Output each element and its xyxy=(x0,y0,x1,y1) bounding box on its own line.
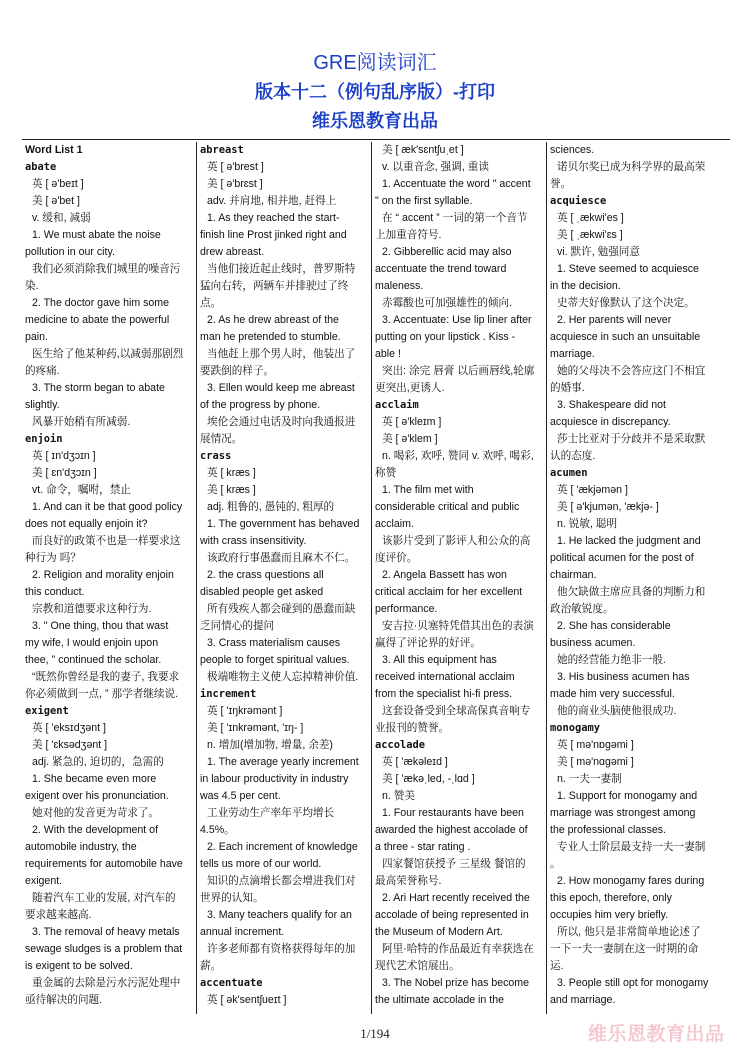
text-line: 薪。 xyxy=(200,960,222,972)
text-line: 3. Shakespeare did not xyxy=(557,399,666,411)
text-line: 2. Each increment of knowledge xyxy=(207,841,358,853)
text-line: adj. 粗鲁的, 愚钝的, 粗厚的 xyxy=(207,501,335,513)
text-line: accentuate the trend toward xyxy=(375,263,507,275)
text-line: 1. We must abate the noise xyxy=(32,229,161,241)
entry-headword: crass xyxy=(200,450,232,462)
text-line: 随着汽车工业的发展, 对汽车的 xyxy=(32,892,176,904)
text-line: 3. The removal of heavy metals xyxy=(32,926,180,938)
text-line: the Museum of Modern Art. xyxy=(375,926,503,938)
text-line: 要求越来越高. xyxy=(25,909,92,921)
text-line: acquiesce in discrepancy. xyxy=(550,416,671,428)
entry-headword: abreast xyxy=(200,144,244,156)
text-line: 美 [ ə'bet ] xyxy=(32,195,80,207)
text-line: 美 [ ˌækwi'ɛs ] xyxy=(557,229,623,241)
text-line: able ! xyxy=(375,348,401,360)
text-line: 美 [ 'ækəˌled, -ˌlɑd ] xyxy=(382,773,475,785)
text-line: 3. His business acumen has xyxy=(557,671,690,683)
text-line: 3. The storm began to abate xyxy=(32,382,165,394)
column-4 xyxy=(550,142,720,1014)
text-line: medicine to abate the powerful xyxy=(25,314,170,326)
text-line: 英 [ kræs ] xyxy=(207,467,256,479)
text-line: 认的态度. xyxy=(550,450,596,462)
text-line: vt. 命令，嘱咐，禁止 xyxy=(32,484,131,496)
text-line: 4.5%。 xyxy=(200,824,235,836)
text-line: sewage sludges is a problem that xyxy=(25,943,183,955)
text-line: 美 [ kræs ] xyxy=(207,484,256,496)
text-line: 2. Gibberellic acid may also xyxy=(382,246,512,258)
entry-headword: accentuate xyxy=(200,977,263,989)
text-line: 工业劳动生产率年平均增长 xyxy=(207,807,335,819)
text-line: v. 缓和, 减弱 xyxy=(32,212,91,224)
text-line: 3. Crass materialism causes xyxy=(207,637,341,649)
text-line: 莎士比亚对于分歧并不是采取默 xyxy=(557,433,706,445)
text-line: 最高荣誉称号. xyxy=(375,875,442,887)
text-line: 美 [ ə'brɛst ] xyxy=(207,178,263,190)
text-line: 所有残疾人都会碰到的愚蠢而缺 xyxy=(207,603,356,615)
text-line: tells us more of our world. xyxy=(200,858,322,870)
column-3 xyxy=(375,142,545,1014)
text-line: thee, " continued the scholar. xyxy=(25,654,162,666)
text-line: “既然你曾经是我的妻子, 我要求 xyxy=(32,671,180,683)
text-line: chairman. xyxy=(550,569,597,581)
text-line: 亟待解决的问题. xyxy=(25,994,103,1006)
text-line: 诺贝尔奖已成为科学界的最高荣 xyxy=(557,161,706,173)
text-line: annual increment. xyxy=(200,926,285,938)
text-line: v. 以重音念, 强调, 重读 xyxy=(382,161,489,173)
text-line: 2. Religion and morality enjoin xyxy=(32,569,174,581)
text-line: 安吉拉·贝塞特凭借其出色的表演 xyxy=(382,620,534,632)
text-line: received international acclaim xyxy=(375,671,515,683)
text-line: exigent. xyxy=(25,875,63,887)
text-line: 英 [ ˌækwi'es ] xyxy=(557,212,624,224)
text-line: was 4.5 per cent. xyxy=(200,790,281,802)
text-line: a three - star rating . xyxy=(375,841,471,853)
text-line: 运. xyxy=(550,960,564,972)
text-line: " on the first syllable. xyxy=(375,195,473,207)
text-line: 3. Many teachers qualify for an xyxy=(207,909,352,921)
text-line: acclaim. xyxy=(375,518,414,530)
text-line: 猛向右转，两辆车并排驶过了终 xyxy=(200,280,349,292)
text-line: occupies him very briefly. xyxy=(550,909,669,921)
text-line: 她的父母决不会答应这门不相宜 xyxy=(557,365,706,377)
text-line: marriage. xyxy=(550,348,595,360)
text-line: 英 [ 'ækjəmən ] xyxy=(557,484,628,496)
text-line: is exigent to be solved. xyxy=(25,960,133,972)
column-divider xyxy=(196,142,197,1014)
text-line: 3. The Nobel prize has become xyxy=(382,977,530,989)
column-1 xyxy=(25,142,195,1014)
text-line: 2. Angela Bassett has won xyxy=(382,569,507,581)
text-line: 重金属的去除是污水污泥处理中 xyxy=(32,977,181,989)
text-line: 。 xyxy=(550,858,561,870)
text-line: 展情况。 xyxy=(200,433,243,445)
text-line: finish line Prost jinked right and xyxy=(200,229,347,241)
text-line: 他的商业头脑使他很成功. xyxy=(557,705,677,717)
text-line: 埃伦会通过电话及时向我通报进 xyxy=(207,416,356,428)
text-line: 英 [ mə'nɒgəmi ] xyxy=(557,739,634,751)
text-line: 四家餐馆获授予 三星级 餐馆的 xyxy=(382,858,526,870)
text-line: 2. Her parents will never xyxy=(557,314,672,326)
text-line: 在 “ accent ” 一词的第一个音节 xyxy=(382,212,528,224)
text-line: pollution in our city. xyxy=(25,246,115,258)
text-line: 染. xyxy=(25,280,39,292)
text-line: 2. How monogamy fares during xyxy=(557,875,705,887)
text-line: 1. As they reached the start- xyxy=(207,212,340,224)
text-line: automobile industry, the xyxy=(25,841,137,853)
text-line: 赤霉酸也可加强雄性的倾向. xyxy=(382,297,513,309)
text-line: 她对他的发音更为苛求了。 xyxy=(32,807,160,819)
text-line: 1. The film met with xyxy=(382,484,474,496)
text-line: 3. Accentuate: Use lip liner after xyxy=(382,314,532,326)
text-line: 3. All this equipment has xyxy=(382,654,497,666)
text-line: business acumen. xyxy=(550,637,636,649)
text-line: 英 [ ək'sentʃueɪt ] xyxy=(207,994,287,1006)
text-line: maleness. xyxy=(375,280,424,292)
text-line: 所以, 他只是非常简单地论述了 xyxy=(557,926,701,938)
text-line: 美 [ mə'nɑgəmi ] xyxy=(557,756,634,768)
text-line: exigent over his pronunciation. xyxy=(25,790,169,802)
text-line: adv. 并肩地, 相并地, 赶得上 xyxy=(207,195,337,207)
text-line: 他欠缺做主席应具备的判断力和 xyxy=(557,586,706,598)
text-line: 3. People still opt for monogamy xyxy=(557,977,709,989)
column-2 xyxy=(200,142,370,1014)
text-line: 1. And can it be that good policy xyxy=(32,501,183,513)
text-line: 专业人士阶层最支持一夫一妻制 xyxy=(557,841,706,853)
text-line: 宗教和道德要求这种行为. xyxy=(32,603,152,615)
text-line: 突出: 涂完 唇膏 以后画唇线,轮廓 xyxy=(382,365,535,377)
entry-headword: enjoin xyxy=(25,433,63,445)
text-line: 我们必须消除我们城里的噪音污 xyxy=(32,263,181,275)
text-line: marriage was strongest among xyxy=(550,807,696,819)
text-line: drew abreast. xyxy=(200,246,265,258)
text-line: 英 [ ə'beɪt ] xyxy=(32,178,84,190)
text-line: awarded the highest accolade of xyxy=(375,824,528,836)
text-line: 1. Support for monogamy and xyxy=(557,790,698,802)
text-line: n. 锐敏, 聪明 xyxy=(557,518,618,530)
text-line: disabled people get asked xyxy=(200,586,324,598)
text-line: this epoch, therefore, only xyxy=(550,892,672,904)
text-line: 美 [ 'ɪnkrəmənt, 'ɪŋ- ] xyxy=(207,722,304,734)
text-line: 的婚事. xyxy=(550,382,585,394)
text-line: and marriage. xyxy=(550,994,616,1006)
text-line: 1. He lacked the judgment and xyxy=(557,535,701,547)
text-line: 1. Steve seemed to acquiesce xyxy=(557,263,699,275)
text-line: 她的经营能力绝非一般. xyxy=(557,654,666,666)
entry-headword: accolade xyxy=(375,739,426,751)
text-line: 当他们接近起止线时，普罗斯特 xyxy=(207,263,356,275)
text-line: the ultimate accolade in the xyxy=(375,994,504,1006)
text-line: 医生给了他某种药,以减弱那剧烈 xyxy=(32,348,184,360)
text-line: 风暴开始稍有所减弱. xyxy=(32,416,131,428)
entry-headword: acquiesce xyxy=(550,195,607,207)
page-number: 1/194 xyxy=(360,1026,390,1041)
text-line: 美 [ æk'sɛntʃuˌet ] xyxy=(382,144,464,156)
text-line: n. 赞美 xyxy=(382,790,415,802)
entry-headword: exigent xyxy=(25,705,69,717)
watermark: 维乐恩教育出品 xyxy=(588,1024,725,1045)
text-line: considerable critical and public xyxy=(375,501,520,513)
text-line: 史蒂夫好像默认了这个决定。 xyxy=(557,297,695,309)
text-line: 度评价。 xyxy=(375,552,418,564)
text-line: 阿里·哈特的作品最近有幸获选在 xyxy=(382,943,534,955)
text-line: n. 喝彩, 欢呼, 赞同 v. 欢呼, 喝彩, xyxy=(382,450,534,462)
text-line: does not equally enjoin it? xyxy=(25,518,148,530)
text-line: 种行为 吗？ xyxy=(25,552,81,564)
document-subtitle: 版本十二（例句乱序版）-打印 xyxy=(255,82,495,102)
text-line: my wife, I would enjoin upon xyxy=(25,637,159,649)
text-line: political acumen for the post of xyxy=(550,552,694,564)
text-line: 的疼痛. xyxy=(25,365,60,377)
text-line: 英 [ ɪn'dʒɔɪn ] xyxy=(32,450,96,462)
text-line: 英 [ ə'brest ] xyxy=(207,161,264,173)
text-line: in the decision. xyxy=(550,280,621,292)
text-line: 英 [ 'ækəleɪd ] xyxy=(382,756,448,768)
text-line: 乏同情心的提问 xyxy=(200,620,275,632)
text-line: 1. Accentuate the word " accent xyxy=(382,178,531,190)
text-line: 这套设备受到全球高保真音响专 xyxy=(382,705,531,717)
text-line: man he pretended to stumble. xyxy=(200,331,341,343)
column-divider xyxy=(546,142,547,1014)
text-line: of the progress by phone. xyxy=(200,399,321,411)
text-line: vi. 默许, 勉强同意 xyxy=(557,246,640,258)
text-line: 该政府行事愚蠢而且麻木不仁。 xyxy=(207,552,356,564)
text-line: 称赞 xyxy=(375,467,397,479)
entry-headword: abate xyxy=(25,161,57,173)
text-line: 美 [ ɛn'dʒɔɪn ] xyxy=(32,467,97,479)
text-line: from the specialist hi-fi press. xyxy=(375,688,513,700)
text-line: 极端唯物主义使人忘掉精神价值. xyxy=(207,671,359,683)
text-line: slightly. xyxy=(25,399,60,411)
text-line: people to forget spiritual values. xyxy=(200,654,350,666)
text-line: 1. The average yearly increment xyxy=(207,756,359,768)
text-line: 更突出,更诱人. xyxy=(375,382,445,394)
header-rule xyxy=(22,139,730,140)
text-line: adj. 紧急的, 迫切的，急需的 xyxy=(32,756,164,768)
text-line: 政治敏锐度。 xyxy=(550,603,614,615)
text-line: 2. the crass questions all xyxy=(207,569,324,581)
text-line: 誉。 xyxy=(550,178,572,190)
text-line: the professional classes. xyxy=(550,824,667,836)
text-line: 要跌倒的样子。 xyxy=(200,365,275,377)
text-line: n. 增加(增加物, 增量, 余差) xyxy=(207,739,333,751)
text-line: 2. The doctor gave him some xyxy=(32,297,170,309)
text-line: 2. Ari Hart recently received the xyxy=(382,892,530,904)
entry-headword: acumen xyxy=(550,467,588,479)
text-line: accolade of being represented in xyxy=(375,909,529,921)
text-line: this conduct. xyxy=(25,586,85,598)
text-line: 英 [ 'ɪŋkrəmənt ] xyxy=(207,705,283,717)
column-divider xyxy=(371,142,372,1014)
text-line: with crass insensitivity. xyxy=(200,535,307,547)
text-line: requirements for automobile have xyxy=(25,858,183,870)
text-line: 2. With the development of xyxy=(32,824,159,836)
text-line: putting on your lipstick . Kiss - xyxy=(375,331,516,343)
text-line: 英 [ 'eksɪdʒənt ] xyxy=(32,722,106,734)
text-line: 英 [ ə'kleɪm ] xyxy=(382,416,442,428)
text-line: pain. xyxy=(25,331,48,343)
publisher-line: 维乐恩教育出品 xyxy=(312,111,438,131)
text-line: 当他赶上那个男人时，他装出了 xyxy=(207,348,356,360)
text-line: 赢得了评论界的好评。 xyxy=(375,637,481,649)
entry-headword: monogamy xyxy=(550,722,601,734)
text-line: made him very successful. xyxy=(550,688,675,700)
text-line: 知识的点滴增长都会增进我们对 xyxy=(207,875,356,887)
text-line: in labour productivity in industry xyxy=(200,773,349,785)
text-line: acquiesce in such an unsuitable xyxy=(550,331,701,343)
text-line: sciences. xyxy=(550,144,595,156)
text-line: performance. xyxy=(375,603,438,615)
text-line: 一下一夫一妻制在这一时期的命 xyxy=(550,943,699,955)
text-line: 世界的认知。 xyxy=(200,892,264,904)
text-line: critical acclaim for her excellent xyxy=(375,586,523,598)
text-line: 2. She has considerable xyxy=(557,620,671,632)
text-line: 而良好的政策不也是一样要求这 xyxy=(32,535,181,547)
text-line: 3. Ellen would keep me abreast xyxy=(207,382,355,394)
text-line: 点。 xyxy=(200,297,222,309)
text-line: 1. The government has behaved xyxy=(207,518,360,530)
entry-headword: increment xyxy=(200,688,257,700)
text-line: 上加重音符号. xyxy=(375,229,442,241)
text-line: 2. As he drew abreast of the xyxy=(207,314,339,326)
text-line: 美 [ 'ɛksədʒənt ] xyxy=(32,739,108,751)
text-line: n. 一夫一妻制 xyxy=(557,773,622,785)
text-line: 3. " One thing, thou that wast xyxy=(32,620,169,632)
text-line: 1. She became even more xyxy=(32,773,157,785)
text-line: 1. Four restaurants have been xyxy=(382,807,524,819)
word-list-heading: Word List 1 xyxy=(25,144,83,156)
document-title: GRE阅读词汇 xyxy=(313,52,437,74)
text-line: 业报刊的赞誉。 xyxy=(375,722,450,734)
text-line: 美 [ ə'kjumən, 'ækjə- ] xyxy=(557,501,659,513)
text-line: 现代艺术馆展出。 xyxy=(375,960,460,972)
text-line: 美 [ ə'klem ] xyxy=(382,433,438,445)
entry-headword: acclaim xyxy=(375,399,419,411)
text-line: 许多老师都有资格获得每年的加 xyxy=(207,943,356,955)
text-line: 该影片受到了影评人和公众的高 xyxy=(382,535,531,547)
text-line: 你必须做到一点, ” 那学者继续说. xyxy=(25,688,179,700)
